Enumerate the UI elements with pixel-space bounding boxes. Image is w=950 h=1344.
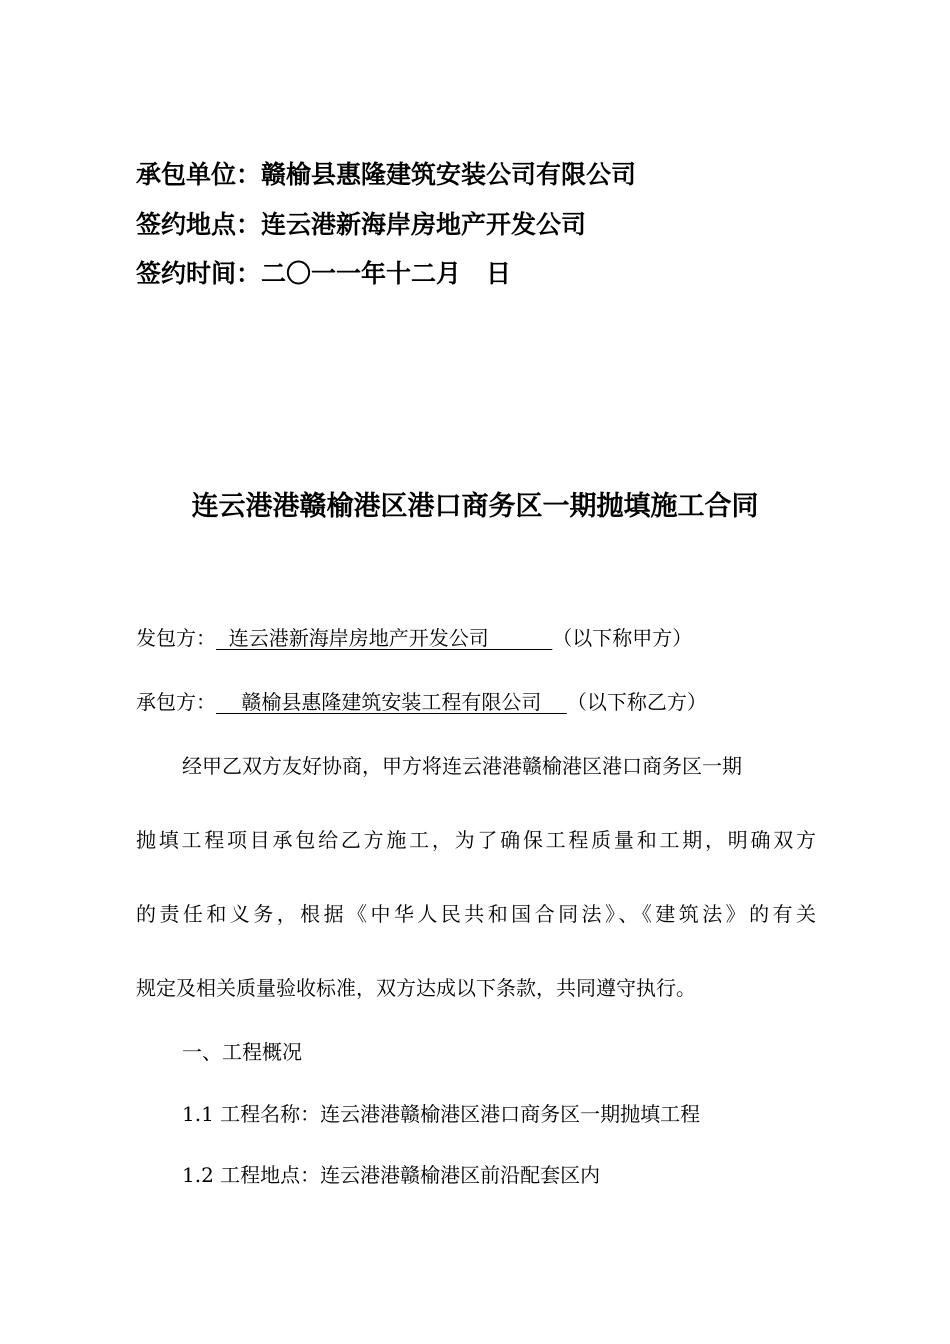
preamble-line-2: 抛填工程项目承包给乙方施工，为了确保工程质量和工期，明确双方 <box>136 828 816 852</box>
project-name-item: 1.1 工程名称：连云港港赣榆港区港口商务区一期抛填工程 <box>182 1102 701 1126</box>
cover-signing-date: 签约时间：二〇一一年十二月 日 <box>136 259 512 288</box>
party-b-label: 承包方： <box>136 690 216 714</box>
preamble-line-1: 经甲乙双方友好协商，甲方将连云港港赣榆港区港口商务区一期 <box>182 754 742 778</box>
party-b-name: 赣榆县惠隆建筑安装工程有限公司 <box>216 690 567 714</box>
preamble-line-4: 规定及相关质量验收标准，双方达成以下条款，共同遵守执行。 <box>136 976 696 1000</box>
section-heading: 一、工程概况 <box>182 1040 302 1064</box>
contract-title: 连云港港赣榆港区港口商务区一期抛填施工合同 <box>191 491 759 522</box>
party-a-name: 连云港新海岸房地产开发公司 <box>216 626 553 650</box>
cover-signing-place: 签约地点：连云港新海岸房地产开发公司 <box>136 210 587 239</box>
party-a-line <box>136 625 692 651</box>
cover-contractor: 承包单位：赣榆县惠隆建筑安装公司有限公司 <box>136 160 637 189</box>
party-b-line <box>136 689 707 715</box>
party-a-label: 发包方： <box>136 626 216 650</box>
party-a-suffix: （以下称甲方） <box>552 626 693 650</box>
preamble-line-3: 的责任和义务，根据《中华人民共和国合同法》、《建筑法》的有关 <box>136 902 816 926</box>
party-b-suffix: （以下称乙方） <box>566 690 707 714</box>
project-location-item: 1.2 工程地点：连云港港赣榆港区前沿配套区内 <box>182 1163 601 1187</box>
